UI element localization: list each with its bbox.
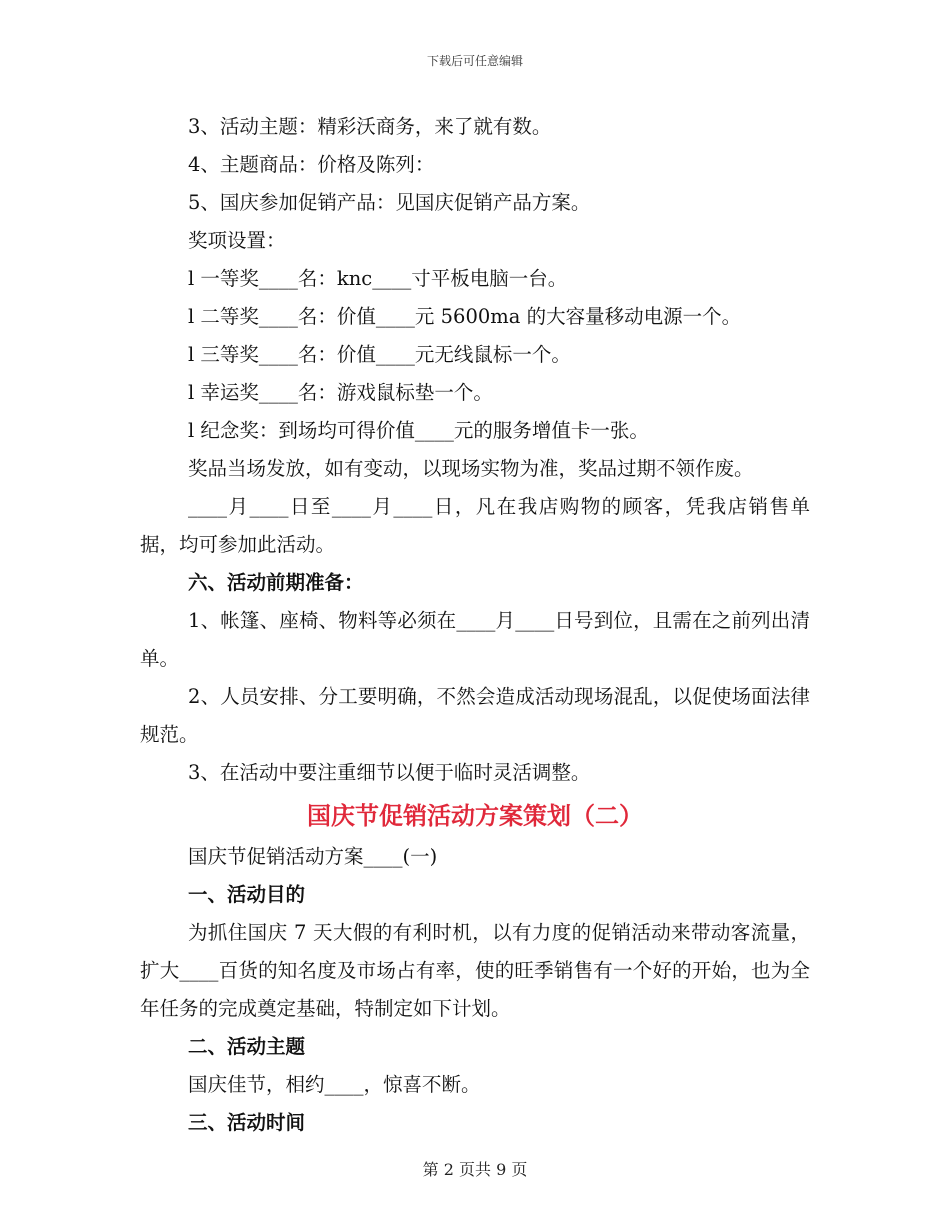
prize-first: l 一等奖____名：knc____寸平板电脑一台。 — [188, 267, 568, 290]
prep-item-3: 3、在活动中要注重细节以便于临时灵活调整。 — [188, 761, 591, 784]
document-body — [140, 108, 810, 1142]
item-theme-products: 4、主题商品：价格及陈列： — [188, 153, 435, 176]
prize-third: l 三等奖____名：价值____元无线鼠标一个。 — [188, 343, 571, 366]
prep-item-1: 1、帐篷、座椅、物料等必须在____月____日号到位，且需在之前列出清单。 — [140, 609, 810, 670]
section-heading-theme: 二、活动主题 — [188, 1035, 306, 1058]
activity-period: ____月____日至____月____日，凡在我店购物的顾客，凭我店销售单据，均可参加此活动。 — [140, 495, 810, 556]
prize-settings-label: 奖项设置： — [188, 229, 286, 252]
prize-second: l 二等奖____名：价值____元 5600ma 的大容量移动电源一个。 — [188, 305, 742, 328]
section-heading-preparation: 六、活动前期准备： — [188, 571, 364, 594]
section-heading-time: 三、活动时间 — [188, 1111, 306, 1134]
item-theme: 3、活动主题：精彩沃商务，来了就有数。 — [188, 115, 552, 138]
theme-paragraph: 国庆佳节，相约____，惊喜不断。 — [188, 1073, 481, 1096]
page-footer: 第 2 页共 9 页 — [422, 1160, 528, 1179]
prize-note: 奖品当场发放，如有变动，以现场实物为准，奖品过期不领作废。 — [188, 457, 754, 480]
prize-souvenir: l 纪念奖：到场均可得价值____元的服务增值卡一张。 — [188, 419, 649, 442]
document-title: 国庆节促销活动方案策划（二） — [307, 801, 643, 830]
prize-lucky: l 幸运奖____名：游戏鼠标垫一个。 — [188, 381, 493, 404]
plan-subtitle: 国庆节促销活动方案____(一) — [188, 845, 438, 868]
item-promo-products: 5、国庆参加促销产品：见国庆促销产品方案。 — [188, 191, 591, 214]
page-header: 下载后可任意编辑 — [426, 54, 523, 68]
section-heading-purpose: 一、活动目的 — [188, 883, 306, 906]
prep-item-2: 2、人员安排、分工要明确，不然会造成活动现场混乱，以促使场面法律规范。 — [140, 685, 810, 746]
purpose-paragraph: 为抓住国庆 7 天大假的有利时机，以有力度的促销活动来带动客流量，扩大____百货的知名度及市场占有率，使的旺季销售有一个好的开始，也为全年任务的完成奠定基础，特制定如下计划。 — [140, 921, 810, 1020]
